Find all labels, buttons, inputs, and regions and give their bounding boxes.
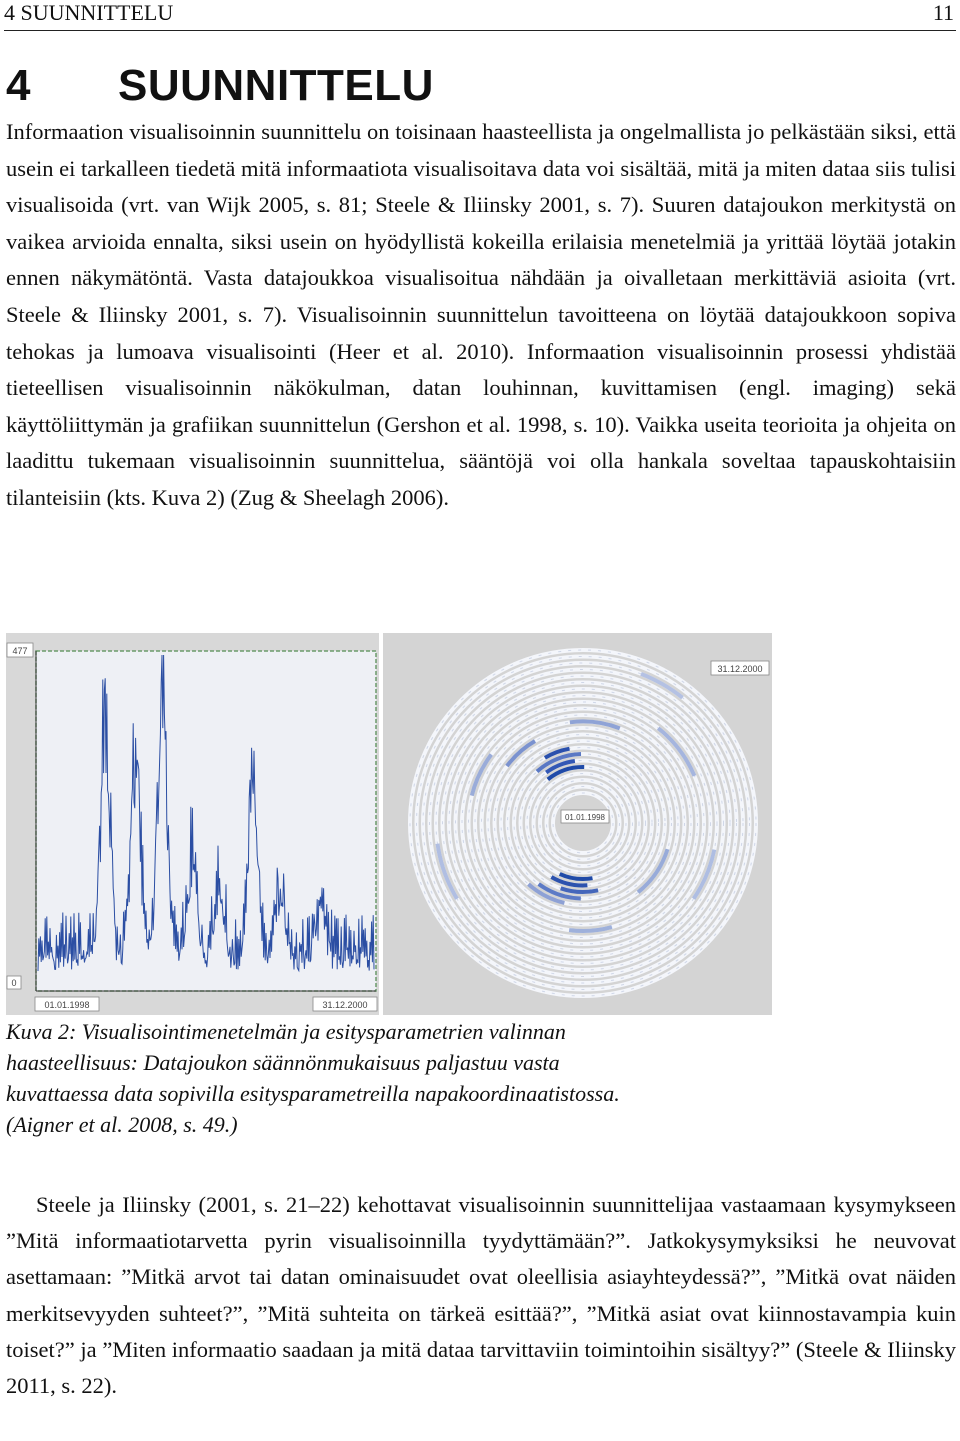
running-header — [0, 0, 960, 26]
caption-line: kuvattaessa data sopivilla esitysparametreilla napakoordinaatistossa. — [6, 1081, 620, 1106]
figure-caption — [6, 1016, 946, 1140]
x-end-label: 31.12.2000 — [322, 1000, 368, 1010]
spiral-center-label: 01.01.1998 — [564, 813, 606, 822]
y-min-label: 0 — [11, 978, 17, 988]
y-max-label: 477 — [12, 646, 28, 656]
figure-spiral-chart — [383, 633, 772, 1015]
caption-line: haasteellisuus: Datajoukon säännönmukaisuus paljastuu vasta — [6, 1050, 560, 1075]
running-title: 4 SUUNNITTELU — [4, 0, 174, 25]
header-divider — [4, 30, 956, 31]
line-chart-svg — [6, 633, 379, 1015]
chapter-title: SUUNNITTELU — [118, 61, 434, 110]
spiral-chart-svg — [383, 633, 772, 1015]
x-start-label: 01.01.1998 — [44, 1000, 90, 1010]
body-paragraph-2: Steele ja Iliinsky (2001, s. 21–22) kehottavat visualisoinnin suunnittelijaa vastaamaan kysymykseen ”Mitä informaatiotarvetta pyrin visualisoinnilla tyydyttämään?”. Jatkokysymyksiksi he neuvovat asettamaan: ”Mitkä arvot tai datan ominaisuudet ovat oleellisia asiayhteydessä?”, ”Mitkä ovat näiden merkitsevyyden suhteet?”, ”Mitä suhteita on tärkeä esittää?”, ”Mitkä asiat ovat kiinnostavampia kuin toiset?” ja ”Miten informaatio saadaan ja mitä dataa tarvittaviin toimintoihin sisältyy?” (Steele & Iliinsky 2011, s. 22). — [6, 1192, 956, 1399]
spiral-outer-label: 31.12.2000 — [717, 664, 763, 674]
chapter-number: 4 — [6, 61, 31, 110]
figure-line-chart — [6, 633, 379, 1015]
chapter-heading — [6, 58, 434, 114]
body-paragraph-1: Informaation visualisoinnin suunnittelu on toisinaan haasteellista ja ongelmallista jo pelkästään siksi, että usein ei tarkalleen tiedetä mitä informaatiota visualisoitava data voi sisältää, mitä ja miten dataa siis tulisi visualisoida (vrt. van Wijk 2005, s. 81; Steele & Iliinsky 2001, s. 7). Suuren datajoukon merkitystä on vaikea arvioida ennalta, siksi usein on hyödyllistä kokeilla erilaisia menetelmiä ja yrittää löytää jotakin ennen näkymätöntä. Vasta datajoukkoa visualisoitua nähdään ja oivalletaan merkittäviä asioita (vrt. Steele & Iliinsky 2001, s. 7). Visualisoinnin suunnittelun tavoitteena on löytää datajoukkoon sopiva tehokas ja lumoava visualisointi (Heer et al. 2010). Informaation visualisoinnin prosessi yhdistää tieteellisen visualisoinnin näkökulman, datan louhinnan, kuvittamisen (engl. imaging) sekä käyttöliittymän ja grafiikan suunnittelun (Gershon et al. 1998, s. 10). Vaikka useita teorioita ja ohjeita on laadittu tukemaan visualisoinnin suunnittelua, sääntöjä voi olla hankala soveltaa tapauskohtaisiin tilanteisiin (kts. Kuva 2) (Zug & Sheelagh 2006). — [6, 119, 956, 510]
caption-line: Kuva 2: Visualisointimenetelmän ja esitysparametrien valinnan — [6, 1019, 566, 1044]
caption-line: (Aigner et al. 2008, s. 49.) — [6, 1112, 238, 1137]
page-number: 11 — [932, 0, 954, 25]
plot-frame — [36, 651, 376, 991]
